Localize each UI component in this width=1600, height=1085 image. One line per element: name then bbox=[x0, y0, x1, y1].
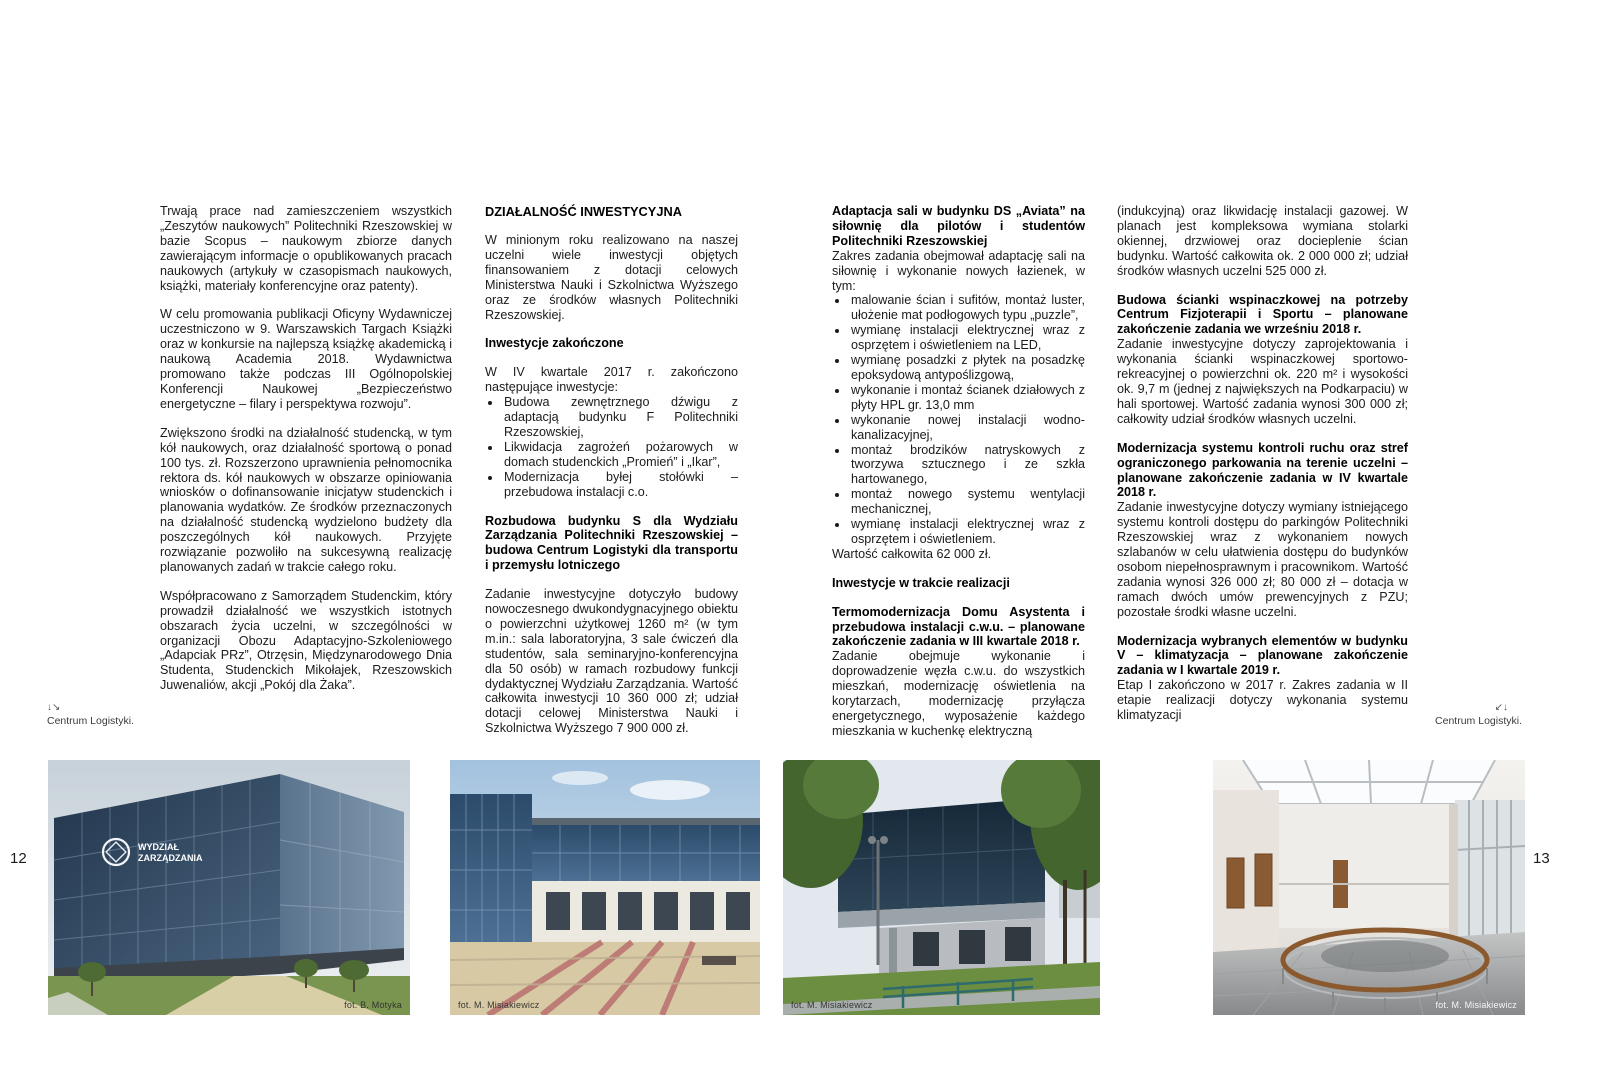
paragraph: W minionym roku realizowano na naszej uczelni wiele inwestycji objętych finansowaniem z dotacji celowych Ministerstwa Nauki i Szkolnictwa Wyższego oraz ze środków własnych Politechniki Rzeszowskiej. bbox=[485, 233, 738, 322]
project-heading: Budowa ścianki wspinaczkowej na potrzeby Centrum Fizjoterapii i Sportu – planowane zakończenie zadania we wrześniu 2018 r. bbox=[1117, 292, 1408, 337]
section-heading: DZIAŁALNOŚĆ INWESTYCYJNA bbox=[485, 204, 682, 219]
paragraph: Trwają prace nad zamieszczeniem wszystkich „Zeszytów naukowych” Politechniki Rzeszowskiej w bazie Scopus – naukowym zbiorze danych zawierającym informacje o opublikowanych pracach naukowych (artykuły w czasopismach naukowych, książki, materiały konferencyjne oraz patenty). bbox=[160, 204, 452, 293]
building-photo-illustration bbox=[48, 760, 410, 1015]
project-heading: Rozbudowa budynku S dla Wydziału Zarządzania Politechniki Rzeszowskiej – budowa Centrum Logistyki dla transportu i przemysłu lotniczego bbox=[485, 513, 738, 573]
photo-credit: fot. M. Misiakiewicz bbox=[458, 1000, 540, 1010]
interior-photo-illustration bbox=[1213, 760, 1525, 1015]
bullet-item: • Likwidacja zagrożeń pożarowych w domach studenckich „Promień” i „Ikar”, bbox=[502, 440, 738, 470]
building-photo-illustration bbox=[450, 760, 760, 1015]
svg-text:WYDZIAŁ: WYDZIAŁ bbox=[138, 842, 179, 852]
photo-wydzial-zarzadzania-building bbox=[48, 760, 410, 1015]
bullet-item: • Modernizacja byłej stołówki – przebudowa instalacji c.o. bbox=[502, 470, 738, 500]
paragraph: (indukcyjną) oraz likwidację instalacji gazowej. W planach jest kompleksowa wymiana stolarki okiennej, drzwiowej oraz docieplenie ścian budynku. Wartość całkowita ok. 2 000 000 zł; udział środków własnych uczelni 525 000 zł. bbox=[1117, 204, 1408, 278]
paragraph: Zadanie inwestycyjne dotyczy zaprojektowania i wykonania ścianki wspinaczkowej sportowo-rekreacyjnej o powierzchni ok. 220 m² i wysokości ok. 9,7 m (jednej z największych na Podkarpaciu) w hali sportowej. Wartość zadania wynosi 300 000 zł; całkowity udział środków własnych uczelni. bbox=[1117, 337, 1408, 426]
photo-building-plaza bbox=[450, 760, 760, 1015]
project-heading: Adaptacja sali w budynku DS „Aviata” na siłownię dla pilotów i studentów Politechniki Rzeszowskiej bbox=[832, 204, 1085, 248]
svg-text:ZARZĄDZANIA: ZARZĄDZANIA bbox=[138, 853, 203, 863]
text-column-3 bbox=[832, 204, 1085, 739]
text-column-2 bbox=[485, 204, 738, 736]
project-heading: Termomodernizacja Domu Asystenta i przebudowa instalacji c.w.u. – planowane zakończenie zadania w III kwartale 2018 r. bbox=[832, 604, 1085, 649]
down-left-arrows-icon: ↙↓ bbox=[1494, 702, 1508, 713]
bullet-item: • wymianę posadzki z płytek na posadzkę epoksydową antypoślizgową, bbox=[849, 353, 1085, 383]
total-value-line: Wartość całkowita 62 000 zł. bbox=[832, 546, 992, 561]
photo-credit: fot. M. Misiakiewicz bbox=[791, 1000, 873, 1010]
paragraph: Zadanie inwestycyjne dotyczyło budowy nowoczesnego dwukondygnacyjnego obiektu o powierzchni użytkowej 1260 m² (w tym m.in.: sala laboratoryjna, 3 sale ćwiczeń dla studentów, sala seminaryjno-konferencyjna dla 50 osób) w ramach rozbudowy funkcji dydaktycznej Wydziału Zarządzania. Wartość całkowita inwestycji 10 360 000 zł; udział dotacji celowej Ministerstwa Nauki i Szkolnictwa Wyższego 7 900 000 zł. bbox=[485, 587, 738, 736]
bullet-item: • montaż nowego systemu wentylacji mechanicznej, bbox=[849, 487, 1085, 517]
subsection-heading: Inwestycje w trakcie realizacji bbox=[832, 575, 1010, 590]
bullet-item: • malowanie ścian i sufitów, montaż luster, ułożenie mat podłogowych typu „puzzle”, bbox=[849, 293, 1085, 323]
paragraph: Zadanie inwestycyjne dotyczy wymiany istniejącego systemu kontroli dostępu do parkingów Politechniki Rzeszowskiej wraz z wykonaniem nowych szlabanów w celu ułatwienia dostępu do budynków osobom niepełnosprawnym i pracownikom. Wartość zadania wynosi 326 000 zł; 80 000 zł – dotacja w ramach dwóch umów prewencyjnych z PZU; pozostałe środki własne uczelni. bbox=[1117, 500, 1408, 619]
bullet-list bbox=[832, 293, 1085, 546]
photo-building-trees bbox=[783, 760, 1100, 1015]
text-column-1 bbox=[160, 204, 452, 707]
paragraph: Zwiększono środki na działalność studencką, w tym kół naukowych, oraz działalność sportową o ponad 100 tys. zł. Rozszerzono uprawnienia pełnomocnika rektora ds. kół naukowych w obszarze opiniowania wniosków o dofinansowanie inicjatyw studenckich i planowania wydatków. Ze środków przeznaczonych na działalność studencką wydzielono budżety dla poszczególnych kół naukowych. Przyjęte rozwiązanie pozwoliło na sukcesywną realizację planowanych zadań w trakcie całego roku. bbox=[160, 425, 452, 574]
margin-note-right bbox=[1410, 701, 1522, 728]
photo-atrium-interior bbox=[1213, 760, 1525, 1015]
page-number-right: 13 bbox=[1533, 850, 1550, 867]
bullet-item: • Budowa zewnętrznego dźwigu z adaptacją budynku F Politechniki Rzeszowskiej, bbox=[502, 395, 738, 440]
photo-credit: fot. M. Misiakiewicz bbox=[1435, 1000, 1517, 1010]
bullet-item: • montaż brodzików natryskowych z tworzywa sztucznego i ze szkła hartowanego, bbox=[849, 443, 1085, 488]
bullet-item: • wymianę instalacji elektrycznej wraz z osprzętem i oświetleniem. bbox=[849, 517, 1085, 547]
margin-note-label: Centrum Logistyki. bbox=[1435, 715, 1522, 727]
bullet-item: • wykonanie i montaż ścianek działowych z płyty HPL gr. 13,0 mm bbox=[849, 383, 1085, 413]
paragraph: Etap I zakończono w 2017 r. Zakres zadania w II etapie realizacji dotyczy wykonania systemu klimatyzacji bbox=[1117, 678, 1408, 723]
paragraph: Współpracowano z Samorządem Studenckim, który prowadził działalność we wszystkich istotnych obszarach życia uczelni, w szczególności w organizacji Obozu Adaptacyjno-Szkoleniowego „Adapciak PRz”, Otrzęsin, Międzynarodowego Dnia Studenta, Studenckich Mikołajek, Rzeszowskich Juwenaliów, akcji „Pokój dla Żaka”. bbox=[160, 588, 452, 693]
subsection-heading: Inwestycje zakończone bbox=[485, 336, 624, 351]
photo-credit: fot. B. Motyka bbox=[344, 1000, 402, 1010]
project-heading: Modernizacja wybranych elementów w budynku V – klimatyzacja – planowane zakończenie zadania w I kwartale 2019 r. bbox=[1117, 633, 1408, 678]
bullet-list bbox=[485, 395, 738, 499]
bullet-item: • wykonanie nowej instalacji wodno-kanalizacyjnej, bbox=[849, 413, 1085, 443]
bullet-item: • wymianę instalacji elektrycznej wraz z osprzętem i oświetleniem na LED, bbox=[849, 323, 1085, 353]
building-photo-illustration bbox=[783, 760, 1100, 1015]
page-number-left: 12 bbox=[10, 850, 27, 867]
paragraph: Zakres zadania obejmował adaptację sali na siłownię i wykonanie nowych łazienek, w tym: bbox=[832, 248, 1085, 293]
paragraph: W IV kwartale 2017 r. zakończono następujące inwestycje: bbox=[485, 365, 738, 395]
margin-note-left bbox=[47, 701, 134, 728]
paragraph: Zadanie obejmuje wykonanie i doprowadzenie węzła c.w.u. do wszystkich mieszkań, modernizację oświetlenia na korytarzach, modernizację przyłącza energetycznego, wyposażenie każdego mieszkania w kuchenkę elektryczną bbox=[832, 649, 1085, 738]
margin-note-label: Centrum Logistyki. bbox=[47, 715, 134, 727]
down-right-arrows-icon: ↓↘ bbox=[47, 702, 61, 713]
paragraph: W celu promowania publikacji Oficyny Wydawniczej uczestniczono w 9. Warszawskich Targach Książki oraz w konkursie na najlepszą książkę akademicką i naukową Academia 2018. Wydawnictwa promowano także podczas III Ogólnopolskiej Konferencji Naukowej „Bezpieczeństwo energetyczne – filary i perspektywa rozwoju”. bbox=[160, 307, 452, 411]
project-heading: Modernizacja systemu kontroli ruchu oraz stref ograniczonego parkowania na terenie uczelni – planowane zakończenie zadania w IV kwartale 2018 r. bbox=[1117, 440, 1408, 500]
text-column-4 bbox=[1117, 204, 1408, 723]
